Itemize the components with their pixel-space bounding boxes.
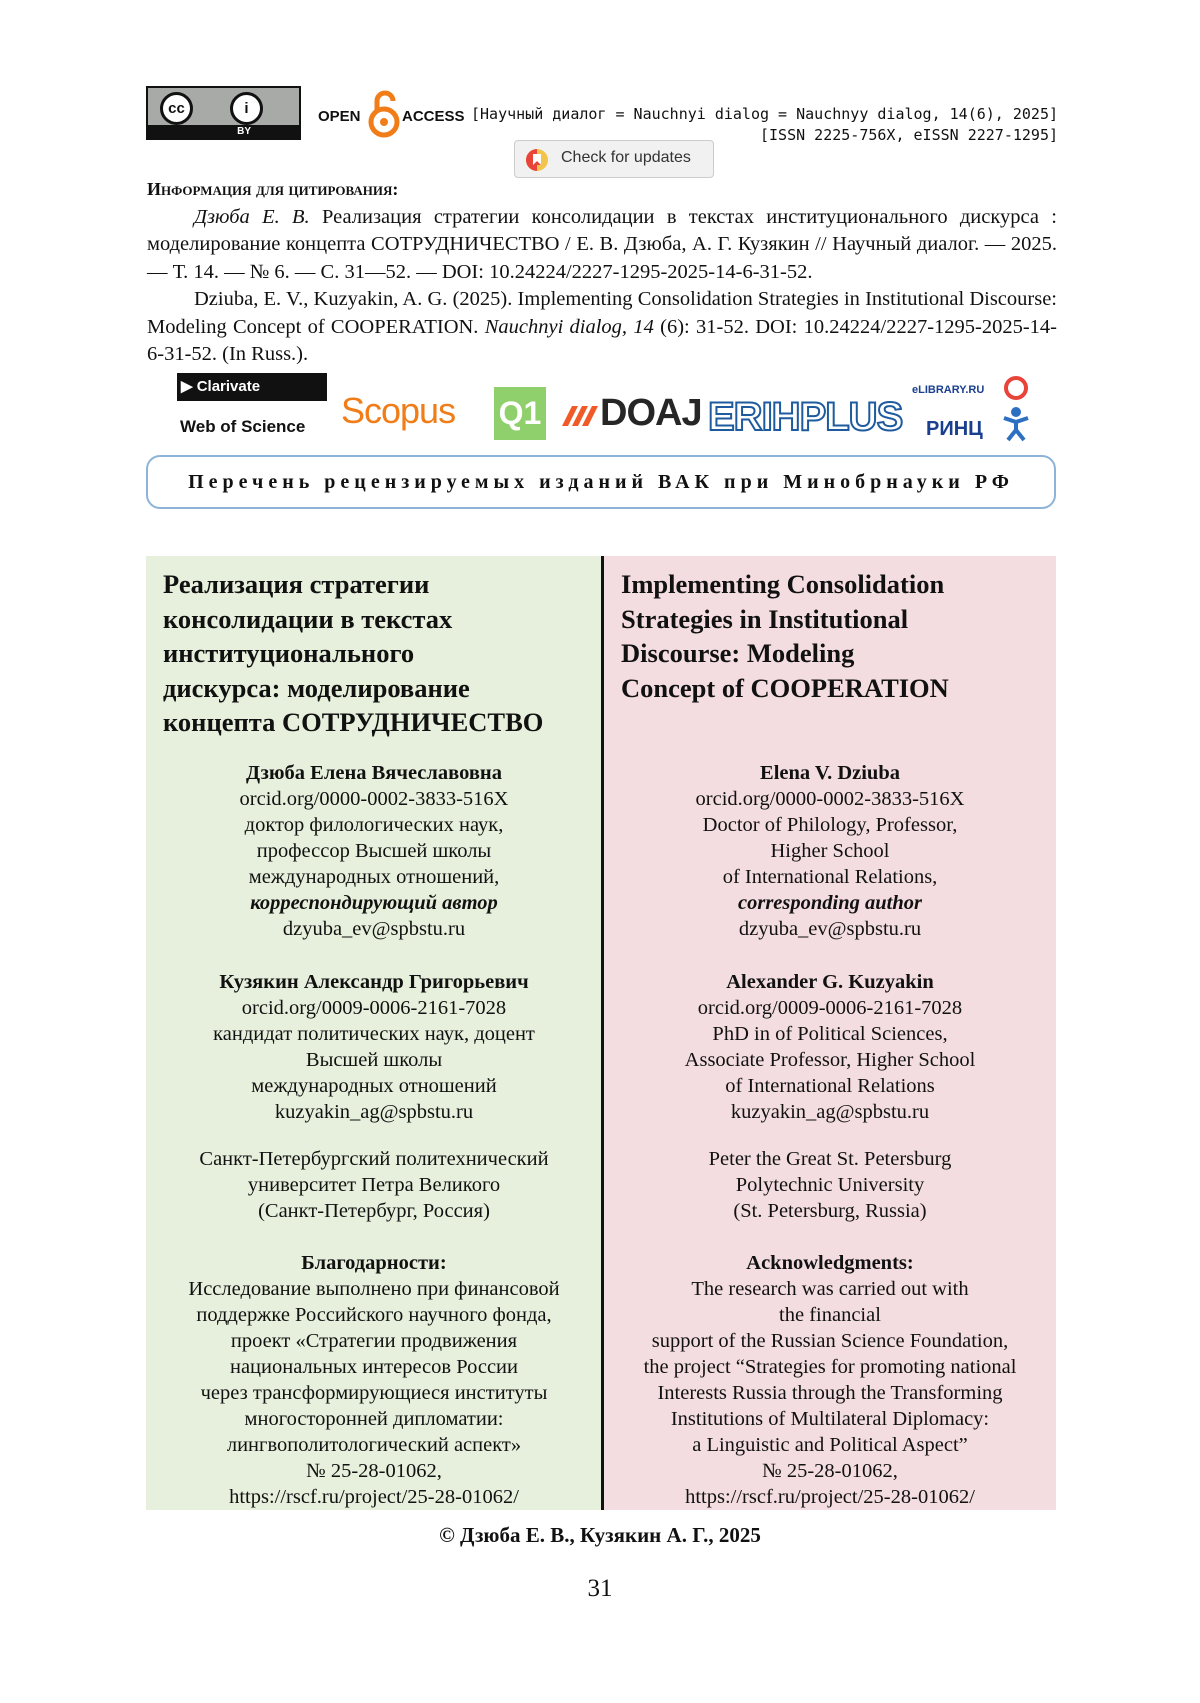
clarivate-logo: ▶ Clarivate — [177, 373, 327, 401]
ack-line: лингвополитологический аспект» — [226, 1434, 522, 1456]
citation-en-doi: (6): 31-52. DOI: 10.24224/2227-1295-2025-14-6-31-52. (In Russ.). — [147, 315, 1057, 365]
ack-line: Institutions of Multilateral Diplomacy: — [670, 1408, 990, 1430]
title-line: Discourse: Modeling — [621, 638, 855, 668]
affiliation-line: университет Петра Великого — [247, 1174, 501, 1196]
open-lock-icon — [368, 88, 400, 140]
author1-orcid[interactable]: orcid.org/0000-0002-3833-516X — [239, 788, 509, 810]
scopus-logo: Scopus — [341, 390, 456, 431]
cc-by-license-badge[interactable] — [146, 86, 301, 140]
q1-badge: Q1 — [494, 387, 546, 440]
author1-info: международных отношений, — [248, 866, 500, 888]
author1-info: доктор филологических наук, — [244, 814, 504, 836]
author2-en — [604, 969, 1056, 1125]
author2-info: Высшей школы — [305, 1049, 443, 1071]
author1-role: corresponding author — [738, 892, 922, 914]
author2-email[interactable]: kuzyakin_ag@spbstu.ru — [730, 1101, 930, 1123]
ack-line: многосторонней дипломатии: — [244, 1408, 504, 1430]
ack-line: the financial — [779, 1304, 881, 1326]
title-line: институционального — [163, 638, 415, 668]
citation-en-journal: Nauchnyi dialog, 14 — [484, 315, 654, 338]
check-updates-label: Check for updates — [561, 149, 691, 166]
ack-line: через трансформирующиеся институты — [200, 1382, 548, 1404]
title-line: Реализация стратегии — [163, 569, 430, 599]
author2-email[interactable]: kuzyakin_ag@spbstu.ru — [274, 1101, 474, 1123]
author1-info: Doctor of Philology, Professor, — [702, 814, 958, 836]
check-for-updates-button[interactable] — [514, 140, 714, 178]
author2-info: кандидат политических наук, доцент — [213, 1023, 535, 1045]
author2-info: of International Relations — [725, 1075, 935, 1097]
author2-info: международных отношений — [251, 1075, 497, 1097]
affiliation-line: Peter the Great St. Petersburg — [708, 1148, 952, 1170]
journal-title-line: [Научный диалог = Nauchnyi dialog = Nauchnyy dialog, 14(6), 2025] — [471, 105, 1058, 123]
affiliation-line: Polytechnic University — [735, 1174, 925, 1196]
author1-en — [604, 760, 1056, 942]
author1-name: Elena V. Dziuba — [760, 762, 900, 784]
acknowledgments-en — [604, 1250, 1056, 1510]
author2-orcid[interactable]: orcid.org/0009-0006-2161-7028 — [697, 997, 963, 1019]
ack-link[interactable]: https://rscf.ru/project/25-28-01062/ — [685, 1486, 975, 1508]
open-access-left-text: OPEN — [318, 108, 361, 125]
title-line: консолидации в текстах — [163, 603, 453, 634]
ack-line: Исследование выполнено при финансовой — [188, 1278, 560, 1300]
article-title-en — [621, 567, 949, 705]
doaj-logo: DOAJ — [600, 392, 702, 434]
article-title-ru — [163, 567, 543, 740]
citation-block — [147, 176, 1057, 369]
open-access-logo — [318, 88, 465, 140]
russian-column — [146, 556, 602, 1510]
citation-ru-authors: Дзюба Е. В. — [194, 205, 310, 228]
affiliation-en — [604, 1146, 1056, 1224]
ack-heading: Acknowledgments: — [746, 1252, 914, 1274]
ack-line: a Linguistic and Political Aspect” — [692, 1434, 968, 1456]
ack-line: Interests Russia through the Transforming — [657, 1382, 1003, 1404]
citation-en-text: Dziuba, E. V., Kuzyakin, A. G. (2025). Implementing Consolidation Strategies in Institutional Discourse: Modeling Concept of COOPERATION. — [147, 288, 1057, 338]
citation-ru — [147, 204, 1057, 287]
open-access-right-text: ACCESS — [402, 108, 465, 125]
english-column — [604, 556, 1056, 1510]
title-line: Concept of COOPERATION — [621, 672, 949, 703]
author1-email[interactable]: dzyuba_ev@spbstu.ru — [282, 918, 466, 940]
citation-en — [147, 286, 1057, 369]
title-line: дискурса: моделирование — [163, 672, 470, 703]
journal-issn-line: [ISSN 2225-756X, eISSN 2227-1295] — [759, 126, 1058, 144]
author2-info: Associate Professor, Higher School — [684, 1049, 976, 1071]
cc-badge-label: BY — [148, 125, 299, 138]
ack-line: № 25-28-01062, — [762, 1460, 898, 1482]
author1-email[interactable]: dzyuba_ev@spbstu.ru — [738, 918, 922, 940]
citation-ru-text: Реализация стратегии консолидации в текстах институционального дискурса : моделирование концепта СОТРУДНИЧЕСТВО / Е. В. Дзюба, А. Г. Кузякин // Научный диалог. — 2025. — Т. 14. — № 6. — С. 31—52. — DOI: 10.24224/2227-1295-2025-14-6-31-52. — [147, 205, 1057, 283]
acknowledgments-ru — [146, 1250, 602, 1510]
hac-list-banner: Перечень рецензируемых изданий ВАК при Минобрнауки РФ — [146, 455, 1056, 509]
title-line: Implementing Consolidation — [621, 569, 945, 599]
author1-orcid[interactable]: orcid.org/0000-0002-3833-516X — [695, 788, 965, 810]
author1-info: of International Relations, — [722, 866, 938, 888]
author2-info: PhD in of Political Sciences, — [712, 1023, 948, 1045]
affiliation-ru — [146, 1146, 602, 1224]
page-number: 31 — [587, 1575, 613, 1602]
ack-line: The research was carried out with — [691, 1278, 969, 1300]
author1-info: профессор Высшей школы — [256, 840, 492, 862]
ack-line: национальных интересов России — [229, 1356, 518, 1378]
affiliation-line: Санкт-Петербургский политехнический — [199, 1148, 549, 1170]
doaj-mark-icon — [560, 402, 598, 430]
ack-line: № 25-28-01062, — [306, 1460, 442, 1482]
citation-heading: Информация для цитирования: — [147, 179, 399, 199]
elibrary-text: eLIBRARY.RU — [912, 384, 985, 396]
clarivate-text: Clarivate — [196, 378, 261, 395]
author1-info: Higher School — [770, 840, 890, 862]
ack-line: the project “Strategies for promoting national — [643, 1356, 1017, 1378]
ack-link[interactable]: https://rscf.ru/project/25-28-01062/ — [229, 1486, 519, 1508]
elibrary-logo — [912, 374, 1032, 442]
author2-orcid[interactable]: orcid.org/0009-0006-2161-7028 — [241, 997, 507, 1019]
attribution-icon: i — [230, 92, 263, 125]
author1-name: Дзюба Елена Вячеславовна — [246, 762, 502, 784]
cc-icon: cc — [160, 92, 193, 125]
author1-ru — [146, 760, 602, 942]
crossmark-icon — [525, 148, 549, 172]
rinc-text: РИНЦ — [926, 418, 983, 440]
ack-line: поддержке Российского научного фонда, — [196, 1304, 552, 1326]
affiliation-line: (St. Petersburg, Russia) — [733, 1200, 927, 1222]
web-of-science-logo: Web of Science — [180, 417, 306, 436]
author2-name: Кузякин Александр Григорьевич — [219, 971, 529, 993]
ack-line: support of the Russian Science Foundation, — [651, 1330, 1009, 1352]
author1-role: корреспондирующий автор — [250, 892, 498, 914]
affiliation-line: (Санкт-Петербург, Россия) — [258, 1200, 490, 1222]
elibrary-figure-icon — [1000, 374, 1032, 442]
ack-line: проект «Стратегии продвижения — [230, 1330, 518, 1352]
author2-ru — [146, 969, 602, 1125]
title-line: Strategies in Institutional — [621, 603, 909, 634]
title-line: концепта СОТРУДНИЧЕСТВО — [163, 707, 544, 737]
author2-name: Alexander G. Kuzyakin — [726, 971, 934, 993]
ack-heading: Благодарности: — [301, 1252, 447, 1274]
erihplus-logo: ERIHPLUS — [708, 395, 903, 439]
copyright: © Дзюба Е. В., Кузякин А. Г., 2025 — [439, 1523, 761, 1547]
